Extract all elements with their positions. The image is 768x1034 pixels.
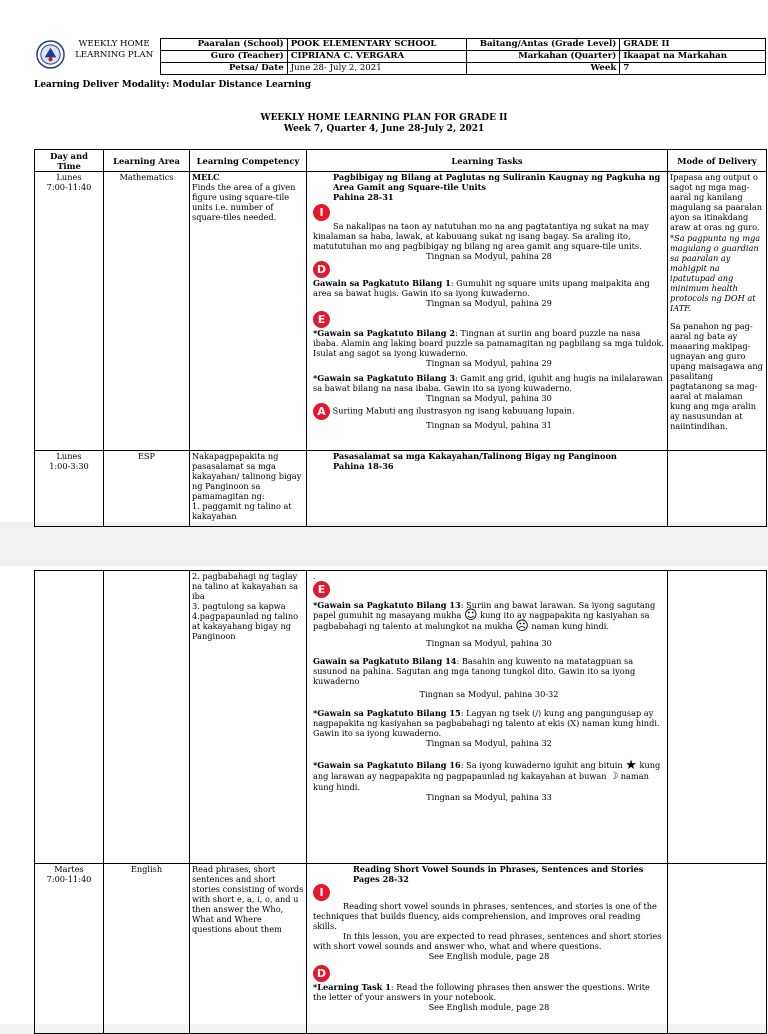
task-ref: Tingnan sa Modyul, pahina 32 xyxy=(426,738,552,748)
col-header-area: Learning Area xyxy=(104,150,190,172)
melc-heading: MELC xyxy=(192,172,220,182)
day-time-cell xyxy=(35,864,104,1034)
introduction-text: Reading short vowel sounds in phrases, sentences, and stories is one of the techniques that builds fluency, aids comprehension, and improves oral reading skills. xyxy=(313,901,657,931)
header-info-table xyxy=(34,38,766,75)
task-ref: Tingnan sa Modyul, pahina 30 xyxy=(426,638,552,648)
task-ref: Tingnan sa Modyul, pahina 29 xyxy=(426,358,552,368)
learning-area: English xyxy=(104,864,190,1034)
activity-text: : Suriin ang bawat larawan. Sa iyong sagutang papel gumuhit ng masayang mukha xyxy=(313,600,656,620)
moon-icon: ☽ xyxy=(609,771,619,782)
task-title: Pagbibigay ng Bilang at Paglutas ng Suliranin Kaugnay ng Pagkuha ng Area Gamit ang Square-tile Units xyxy=(333,172,661,192)
activity-14 xyxy=(313,656,665,686)
col-header-competency: Learning Competency xyxy=(190,150,307,172)
form-title-cell xyxy=(34,39,161,75)
task-ref: See English module, page 28 xyxy=(428,951,550,961)
task-pages: Pahina 18-36 xyxy=(333,461,394,471)
task-ref: See English module, page 28 xyxy=(428,1002,550,1012)
engagement-icon: E xyxy=(313,581,330,598)
col-header-day: Day and Time xyxy=(35,150,104,172)
day-time-cell xyxy=(35,172,104,451)
task-ref: Tingnan sa Modyul, pahina 29 xyxy=(426,298,552,308)
activity-label: *Gawain sa Pagkatuto Bilang 16 xyxy=(313,760,461,770)
form-title-line2: LEARNING PLAN xyxy=(75,49,154,60)
activity-text: kung ang larawan ay nagpapakita ng pagpapaunlad ng kakayahan at buwan xyxy=(313,760,661,781)
mode-cell xyxy=(668,451,767,527)
time-label: 7:00-11:40 xyxy=(46,874,92,884)
day-label: Lunes xyxy=(56,451,82,461)
competency-item: 4.pagpapaunlad ng talino at kakayahang bigay ng Panginoon xyxy=(192,611,299,641)
happy-face-icon: ☺ xyxy=(464,608,478,623)
grade-value: GRADE II xyxy=(620,39,766,51)
activity-3 xyxy=(313,373,665,393)
activity-text: naman kung hindi. xyxy=(313,771,649,792)
day-label: Lunes xyxy=(56,172,82,182)
day-time-cell xyxy=(35,451,104,527)
assimilation-icon: A xyxy=(313,403,330,420)
sad-face-icon: ☹ xyxy=(515,619,529,634)
activity-label: Gawain sa Pagkatuto Bilang 14 xyxy=(313,656,457,666)
quarter-value: Ikaapat na Markahan xyxy=(620,51,766,63)
activity-label: *Gawain sa Pagkatuto Bilang 15 xyxy=(313,708,461,718)
col-header-mode: Mode of Delivery xyxy=(668,150,767,172)
learning-plan-table xyxy=(34,149,767,527)
task-ref: Tingnan sa Modyul, pahina 30 xyxy=(426,393,552,403)
engagement-icon: E xyxy=(313,311,330,328)
competency-text: Nakapagpapakita ng pasasalamat sa mga kakayahan/ talinong bigay ng Panginoon sa pamamagitan ng: xyxy=(192,451,302,501)
development-icon: D xyxy=(313,965,330,982)
activity-label: *Gawain sa Pagkatuto Bilang 2 xyxy=(313,328,456,338)
activity-label: *Gawain sa Pagkatuto Bilang 3 xyxy=(313,373,456,383)
activity-text: : Basahin ang kuwento na matatagpuan sa susunod na pahina. Sagutan ang mga tanong tungkol dito. Gawin ito sa iyong kuwaderno xyxy=(313,656,636,686)
task-pages: Pahina 28-31 xyxy=(333,192,394,202)
week-label: Week xyxy=(466,63,620,75)
mode-cell xyxy=(668,172,767,451)
learning-area: ESP xyxy=(104,451,190,527)
competency-cell: Read phrases, short sentences and short stories consisting of words with short e, a, i, o, and u then answer the Who, What and Where questions about them xyxy=(190,864,307,1034)
task-pages: Pages 28-32 xyxy=(353,874,409,884)
tasks-cell xyxy=(307,864,668,1034)
learning-task-1 xyxy=(313,982,665,1002)
activity-15 xyxy=(313,708,665,738)
task-ref: Tingnan sa Modyul, pahina 31 xyxy=(426,420,552,430)
table-row-esp-continued xyxy=(35,571,767,864)
learning-area: Mathematics xyxy=(104,172,190,451)
table-row-math xyxy=(35,172,767,451)
introduction-text-2: In this lesson, you are expected to read phrases, sentences and short stories with short vowel sounds and answer who, what and where questions. xyxy=(313,931,662,951)
activity-text: naman kung hindi. xyxy=(531,621,610,631)
activity-text: : Lagyan ng tsek (/) kung ang pangungusap ay nagpapakita ng kasiyahan sa pagbabahagi ng talento at ekis (X) naman kung hindi. Gawin ito sa iyong kuwaderno. xyxy=(313,708,660,738)
competency-item: 2. pagbabahagi ng taglay na talino at kakayahan sa iba xyxy=(192,571,299,601)
development-icon: D xyxy=(313,261,330,278)
activity-label: *Gawain sa Pagkatuto Bilang 13 xyxy=(313,600,461,610)
learning-plan-table-continued xyxy=(34,570,767,1034)
learning-area xyxy=(104,571,190,864)
quarter-label: Markahan (Quarter) xyxy=(466,51,620,63)
activity-text: : Gamit ang grid, iguhit ang hugis na inilalarawan sa bawat bilang na nasa ibaba. Gawin ito sa iyong kuwaderno. xyxy=(313,373,663,393)
col-header-tasks: Learning Tasks xyxy=(307,150,668,172)
table-row-english xyxy=(35,864,767,1034)
introduction-icon: I xyxy=(313,884,330,901)
activity-text: : Gumuhit ng square units upang maipakita ang area sa bawat hugis. Gawin ito sa iyong kuwaderno. xyxy=(313,278,650,298)
competency-cell xyxy=(190,571,307,864)
introduction-text: Sa nakalipas na taon ay natutuhan mo na ang pagtatantiya ng sukat na may kinalaman sa haba, lawak, at kabuuang sukat ng isang bagay. Sa araling ito, matututuhan mo ang pagbibigay ng bilang ng area gamit ang square-tile units. xyxy=(313,221,649,251)
teacher-value: CIPRIANA C. VERGARA xyxy=(287,51,466,63)
star-icon: ★ xyxy=(625,758,637,773)
competency-item: 1. paggamit ng talino at kakayahan xyxy=(192,501,292,521)
activity-text: : Sa iyong kuwaderno iguhit ang bituin xyxy=(460,760,623,770)
activity-13 xyxy=(313,600,665,632)
dot-mark: . xyxy=(313,571,316,581)
activity-2 xyxy=(313,328,665,358)
column-header-row xyxy=(35,150,767,172)
task-title: Reading Short Vowel Sounds in Phrases, Sentences and Stories xyxy=(353,864,644,874)
mode-cell xyxy=(668,571,767,864)
task-title: Pasasalamat sa mga Kakayahan/Talinong Bigay ng Panginoon xyxy=(333,451,617,461)
activity-label: *Learning Task 1 xyxy=(313,982,391,992)
assimilation-text: Suriing Mabuti ang ilustrasyon ng isang kabuuang lupain. xyxy=(332,405,575,416)
day-time-cell xyxy=(35,571,104,864)
tasks-cell xyxy=(307,451,668,527)
plan-title: WEEKLY HOME LEARNING PLAN FOR GRADE II xyxy=(260,113,508,123)
time-label: 1:00-3:30 xyxy=(49,461,89,471)
time-label: 7:00-11:40 xyxy=(46,182,92,192)
week-value: 7 xyxy=(620,63,766,75)
school-value: POOK ELEMENTARY SCHOOL xyxy=(287,39,466,51)
activity-16 xyxy=(313,760,665,792)
day-label: Martes xyxy=(54,864,84,874)
task-ref: Tingnan sa Modyul, pahina 33 xyxy=(426,792,552,802)
plan-subtitle: Week 7, Quarter 4, June 28-July 2, 2021 xyxy=(283,124,485,134)
competency-cell xyxy=(190,172,307,451)
date-value: June 28- July 2, 2021 xyxy=(287,63,466,75)
delivery-modality: Learning Deliver Modality: Modular Distance Learning xyxy=(34,80,312,90)
school-label: Paaralan (School) xyxy=(161,39,287,51)
mode-text-2: Sa panahon ng pag-aaral ng bata ay maaaring makipag-ugnayan ang guro upang maisagawa ang pasalitang pagtatanong sa mag-aaral at malaman kung ang mga aralin ay nasusundan at naiintindihan. xyxy=(670,321,763,431)
mode-health-note: *Sa pagpunta ng mga magulang o guardian sa paaralan ay mahigpit na ipatutupad ang minimum health protocols ng DOH at IATF. xyxy=(670,233,761,313)
date-label: Petsa/ Date xyxy=(161,63,287,75)
competency-text: Finds the area of a given figure using square-tile units i.e. number of square-tiles needed. xyxy=(192,182,296,222)
grade-label: Baitang/Antas (Grade Level) xyxy=(466,39,620,51)
activity-label: Gawain sa Pagkatuto Bilang 1 xyxy=(313,278,451,288)
activity-text: kung ito ay nagpapakita ng kasiyahan sa pagbabahagi ng talento at malungkot na mukha xyxy=(313,610,650,631)
activity-text: : Tingnan at suriin ang board puzzle na nasa ibaba. Alamin ang laking board puzzle sa pamamagitan ng pagbilang sa mga tuldok. Isulat ang sagot sa iyong kuwaderno. xyxy=(313,328,665,358)
mode-cell xyxy=(668,864,767,1034)
table-row-esp xyxy=(35,451,767,527)
task-ref: Tingnan sa Modyul, pahina 30-32 xyxy=(419,689,559,699)
introduction-icon: I xyxy=(313,204,330,221)
teacher-label: Guro (Teacher) xyxy=(161,51,287,63)
competency-cell xyxy=(190,451,307,527)
tasks-cell xyxy=(307,571,668,864)
mode-text: Ipapasa ang output o sagot ng mga mag-aaral ng kanilang magulang sa paaralan ayon sa itinakdang araw at oras ng guro. xyxy=(670,172,763,232)
page-2 xyxy=(0,566,768,1024)
activity-text: : Read the following phrases then answer the questions. Write the letter of your answers in your notebook. xyxy=(313,982,650,1002)
tasks-cell xyxy=(307,172,668,451)
form-title-line1: WEEKLY HOME xyxy=(78,38,150,49)
competency-item: 3. pagtulong sa kapwa xyxy=(192,601,286,611)
task-ref: Tingnan sa Modyul, pahina 28 xyxy=(426,251,552,261)
activity-1 xyxy=(313,278,665,298)
